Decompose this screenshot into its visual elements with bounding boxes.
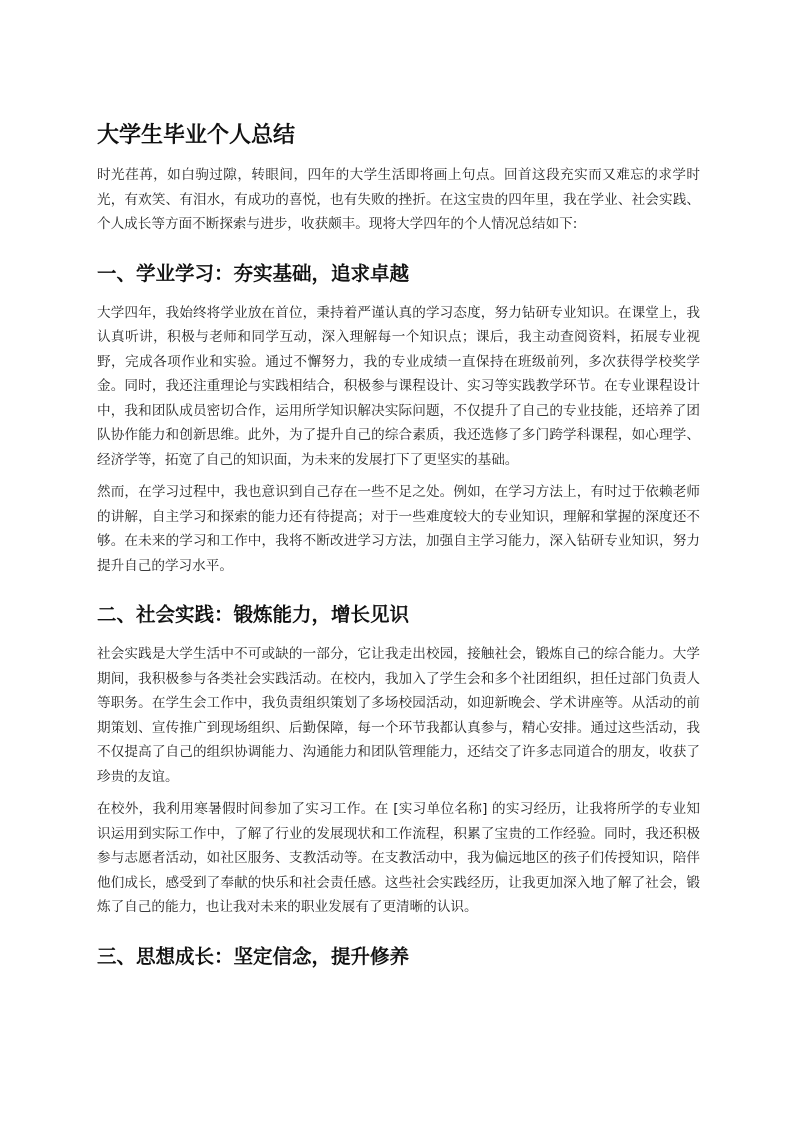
document-title: 大学生毕业个人总结 [97, 123, 296, 148]
document-page [97, 120, 700, 984]
academics-paragraph-1: 大学四年，我始终将学业放在首位，秉持着严谨认真的学习态度，努力钻研专业知识。在课堂上，我认真听讲，积极与老师和同学互动，深入理解每一个知识点；课后，我主动查阅资料，拓展专业视野，完成各项作业和实验。通过不懈努力，我的专业成绩一直保持在班级前列，多次获得学校奖学金。同时，我还注重理论与实践相结合，积极参与课程设计、实习等实践教学环节。在专业课程设计中，我和团队成员密切合作，运用所学知识解决实际问题，不仅提升了自己的专业技能，还培养了团队协作能力和创新思维。此外，为了提升自己的综合素质，我还选修了多门跨学科课程，如心理学、经济学等，拓宽了自己的知识面，为未来的发展打下了更坚实的基础。 [97, 304, 700, 468]
academics-paragraph-2: 然而，在学习过程中，我也意识到自己存在一些不足之处。例如，在学习方法上，有时过于依赖老师的讲解，自主学习和探索的能力还有待提高；对于一些难度较大的专业知识，理解和掌握的深度还不够。在未来的学习和工作中，我将不断改进学习方法，加强自主学习能力，深入钻研专业知识，努力提升自己的学习水平。 [97, 484, 700, 574]
social-practice-paragraph-2: 在校外，我利用寒暑假时间参加了实习工作。在 [实习单位名称] 的实习经历，让我将所学的专业知识运用到实际工作中，了解了行业的发展现状和工作流程，积累了宝贵的工作经验。同时，我还积极参与志愿者活动，如社区服务、支教活动等。在支教活动中，我为偏远地区的孩子们传授知识，陪伴他们成长，感受到了奉献的快乐和社会责任感。这些社会实践经历，让我更加深入地了解了社会，锻炼了自己的能力，也让我对未来的职业发展有了更清晰的认识。 [97, 801, 700, 915]
social-practice-paragraph-1: 社会实践是大学生活中不可或缺的一部分，它让我走出校园，接触社会，锻炼自己的综合能力。大学期间，我积极参与各类社会实践活动。在校内，我加入了学生会和多个社团组织，担任过部门负责人等职务。在学生会工作中，我负责组织策划了多场校园活动，如迎新晚会、学术讲座等。从活动的前期策划、宣传推广到现场组织、后勤保障，每一个环节我都认真参与，精心安排。通过这些活动，我不仅提高了自己的组织协调能力、沟通能力和团队管理能力，还结交了许多志同道合的朋友，收获了珍贵的友谊。 [97, 646, 700, 785]
intro-paragraph: 时光荏苒，如白驹过隙，转眼间，四年的大学生活即将画上句点。回首这段充实而又难忘的求学时光，有欢笑、有泪水，有成功的喜悦，也有失败的挫折。在这宝贵的四年里，我在学业、社会实践、个人成长等方面不断探索与进步，收获颇丰。现将大学四年的个人情况总结如下: [97, 167, 700, 232]
section-heading-personal-growth: 三、思想成长：坚定信念，提升修养 [97, 944, 410, 968]
section-heading-social-practice: 二、社会实践：锻炼能力，增长见识 [97, 603, 410, 626]
section-heading-academics: 一、学业学习：夯实基础，追求卓越 [97, 261, 410, 285]
